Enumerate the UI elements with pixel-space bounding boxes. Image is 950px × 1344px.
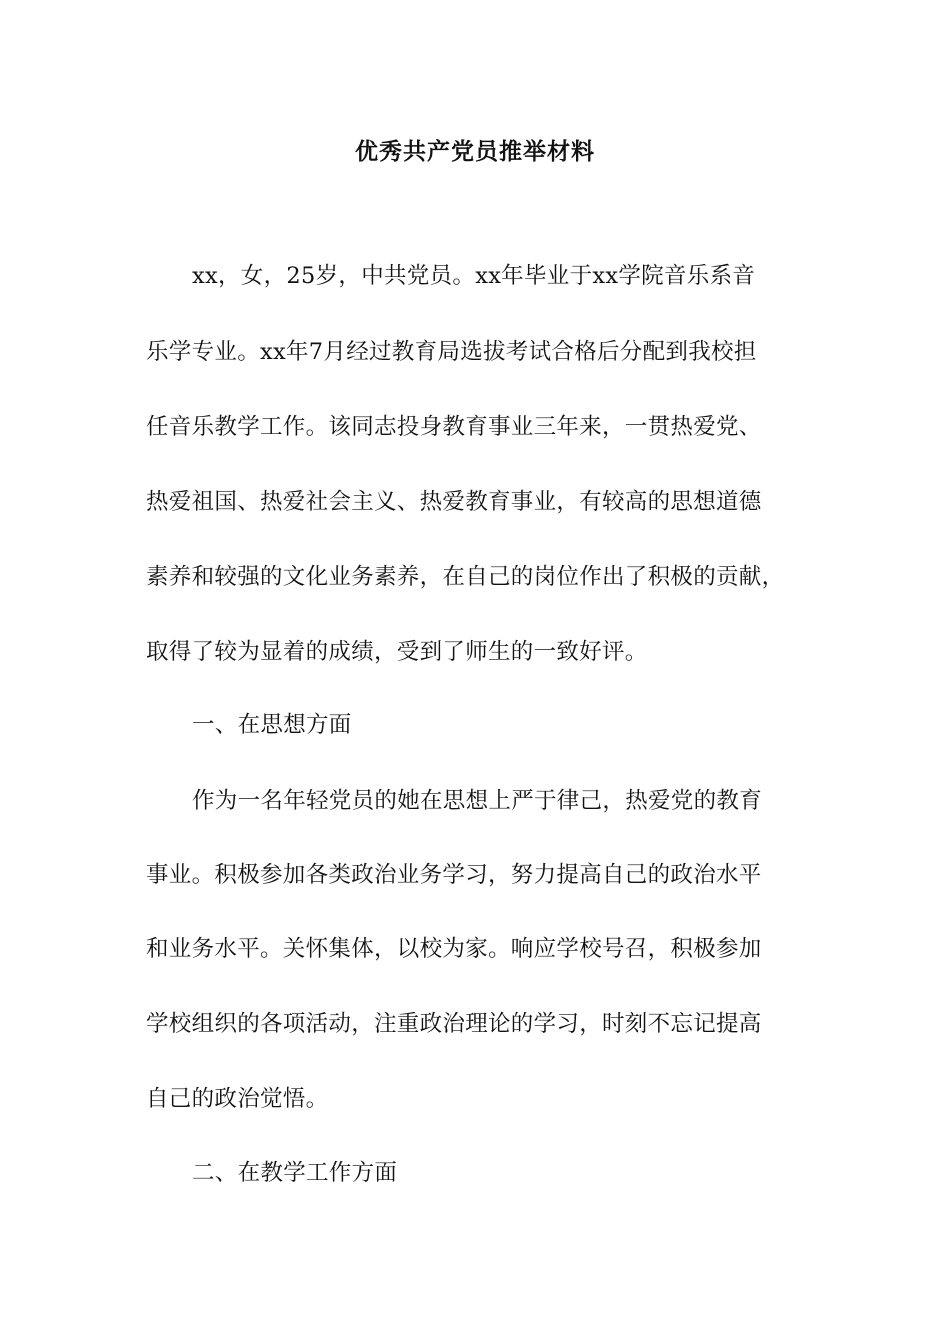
- paragraph-line: 作为一名年轻党员的她在思想上严于律己，热爱党的教育: [192, 788, 763, 814]
- paragraph-line: 取得了较为显着的成绩，受到了师生的一致好评。: [146, 639, 648, 665]
- section-heading: 一、在思想方面: [192, 712, 352, 738]
- paragraph-line: 素养和较强的文化业务素养，在自己的岗位作出了积极的贡献，: [146, 564, 785, 590]
- paragraph-line: 事业。积极参加各类政治业务学习，努力提高自己的政治水平: [146, 862, 762, 888]
- paragraph-line: 自己的政治觉悟。: [146, 1086, 329, 1112]
- paragraph-line: xx，女，25岁，中共党员。xx年毕业于xx学院音乐系音: [192, 263, 756, 289]
- paragraph-line: 乐学专业。xx年7月经过教育局选拔考试合格后分配到我校担: [146, 339, 757, 365]
- paragraph-line: 和业务水平。关怀集体，以校为家。响应学校号召，积极参加: [146, 936, 762, 962]
- paragraph-line: 任音乐教学工作。该同志投身教育事业三年来，一贯热爱党、: [146, 414, 762, 440]
- section-heading: 二、在教学工作方面: [192, 1160, 398, 1186]
- paragraph-line: 热爱祖国、热爱社会主义、热爱教育事业，有较高的思想道德: [146, 489, 762, 515]
- paragraph-line: 学校组织的各项活动，注重政治理论的学习，时刻不忘记提高: [146, 1011, 762, 1037]
- document-title: 优秀共产党员推举材料: [355, 139, 595, 165]
